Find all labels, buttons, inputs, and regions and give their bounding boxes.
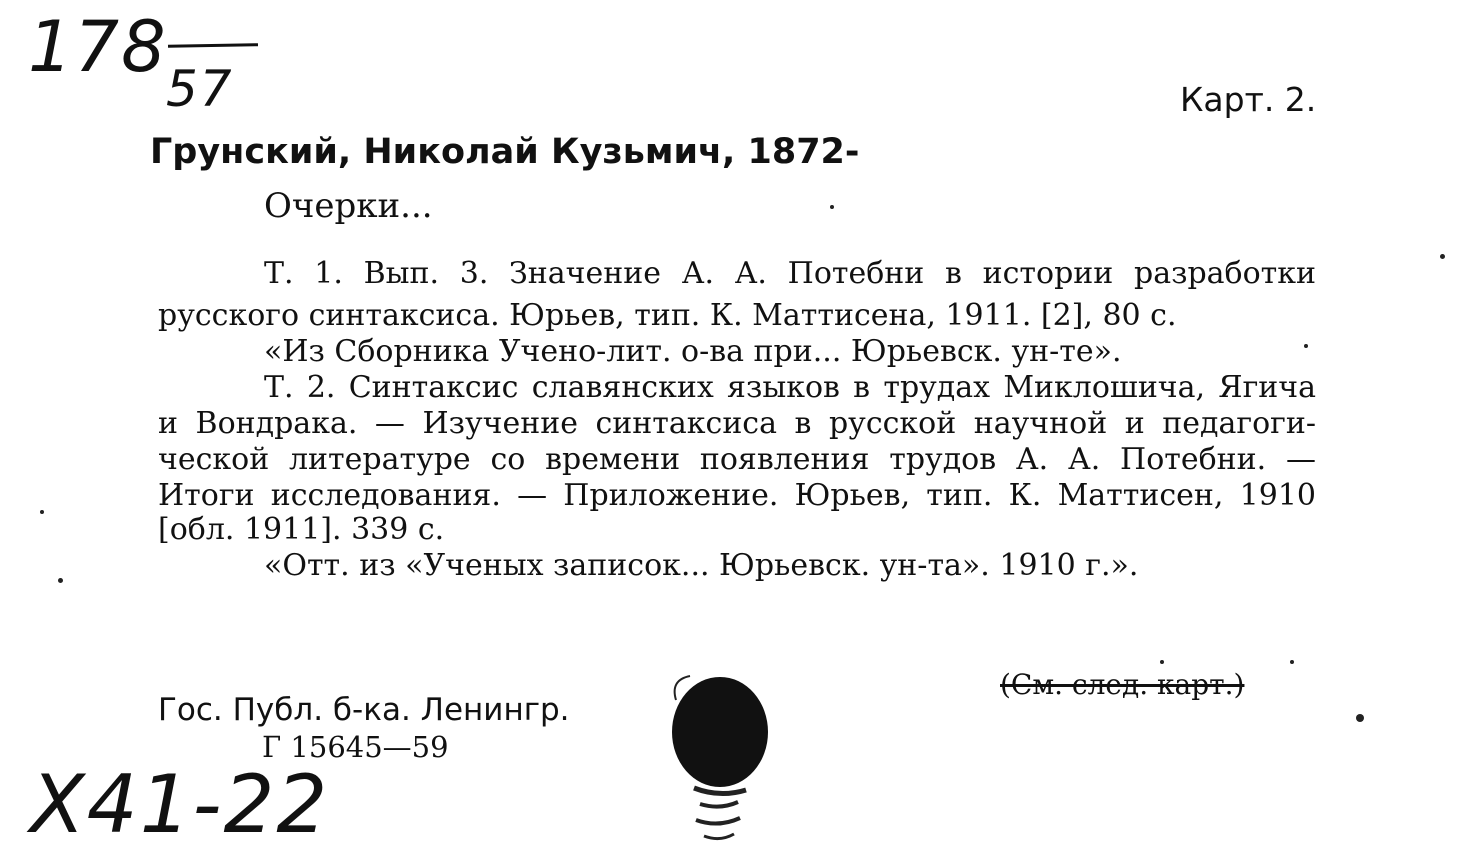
- body-line: и Вондрака. — Изучение синтаксиса в русской научной и педагоги-: [158, 406, 1316, 441]
- work-title: Очерки...: [264, 186, 433, 226]
- handwritten-shelf-mark: Х41-22: [30, 758, 330, 851]
- body-line: [обл. 1911]. 339 с.: [158, 512, 445, 547]
- speck: [40, 510, 44, 514]
- speck: [1356, 714, 1364, 722]
- body-line: ческой литературе со времени появления трудов А. А. Потебни. —: [158, 442, 1316, 477]
- body-line: русского синтаксиса. Юрьев, тип. К. Маттисена, 1911. [2], 80 с.: [158, 298, 1177, 333]
- body-line: «Отт. из «Ученых записок... Юрьевск. ун-та». 1910 г.».: [264, 548, 1139, 583]
- speck: [58, 578, 63, 583]
- author-heading: Грунский, Николай Кузьмич, 1872-: [150, 132, 860, 172]
- speck: [830, 205, 834, 209]
- call-number-divider: [168, 43, 258, 48]
- call-number-top: 178: [28, 6, 168, 88]
- call-number-bottom: 57: [166, 60, 234, 118]
- holding-number: Г 15645—59: [262, 730, 449, 764]
- body-line: Т. 1. Вып. 3. Значение А. А. Потебни в истории разработки: [264, 256, 1316, 291]
- speck: [1440, 254, 1445, 259]
- struck-continuation-note: (См. след. карт.): [1000, 668, 1245, 701]
- speck: [1290, 660, 1294, 664]
- card-number: Карт. 2.: [1180, 80, 1317, 119]
- body-line: «Из Сборника Учено-лит. о-ва при... Юрьевск. ун-те».: [264, 334, 1122, 369]
- speck: [1160, 660, 1164, 664]
- ink-stamp-mark: [650, 670, 790, 850]
- body-line: Т. 2. Синтаксис славянских языков в трудах Миклошича, Ягича: [264, 370, 1316, 405]
- holding-library: Гос. Публ. б-ка. Ленингр.: [158, 692, 570, 728]
- speck: [1304, 344, 1308, 348]
- body-line: Итоги исследования. — Приложение. Юрьев, тип. К. Маттисен, 1910: [158, 478, 1316, 513]
